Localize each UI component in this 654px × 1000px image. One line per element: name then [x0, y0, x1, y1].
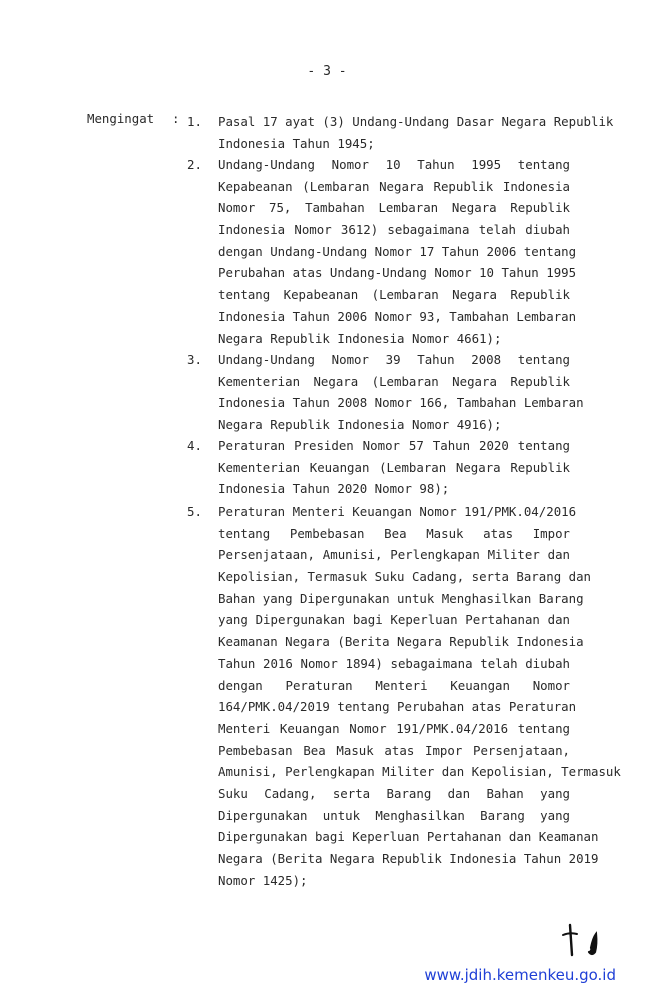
text-line: Menteri Keuangan Nomor 191/PMK.04/2016 tentang: [218, 720, 570, 736]
text-line: Kementerian Negara (Lembaran Negara Republik: [218, 373, 570, 389]
list-item-text: [218, 349, 584, 436]
text-line: Indonesia Tahun 2008 Nomor 166, Tambahan Lembaran: [218, 395, 584, 411]
text-line: Kepabeanan (Lembaran Negara Republik Indonesia: [218, 178, 570, 194]
text-line: 164/PMK.04/2019 tentang Perubahan atas Peraturan: [218, 699, 577, 715]
list-item-number: 1.: [187, 114, 202, 129]
list-item-number: 4.: [187, 438, 202, 453]
text-line: Keamanan Negara (Berita Negara Republik Indonesia: [218, 634, 584, 650]
section-colon: :: [172, 111, 180, 126]
text-line: Nomor 75, Tambahan Lembaran Negara Republik: [218, 200, 570, 216]
text-line: Persenjataan, Amunisi, Perlengkapan Militer dan: [218, 547, 570, 563]
page-number: - 3 -: [307, 64, 347, 79]
text-line: Peraturan Menteri Keuangan Nomor 191/PMK.04/2016: [218, 504, 577, 519]
text-line: tentang Pembebasan Bea Masuk atas Impor: [218, 525, 570, 541]
text-line: Kementerian Keuangan (Lembaran Negara Republik: [218, 459, 570, 475]
list-item-text: [218, 154, 577, 349]
text-line: Dipergunakan untuk Menghasilkan Barang yang: [218, 807, 570, 823]
section-label-mengingat: Mengingat: [87, 111, 155, 126]
paraf-mark: [560, 922, 610, 962]
text-line: Undang-Undang Nomor 10 Tahun 1995 tentang: [218, 157, 570, 172]
text-line: Pembebasan Bea Masuk atas Impor Persenjataan,: [218, 742, 570, 758]
text-line: Kepolisian, Termasuk Suku Cadang, serta Barang dan: [218, 569, 591, 585]
text-line: Undang-Undang Nomor 39 Tahun 2008 tentang: [218, 352, 570, 367]
text-line: Pasal 17 ayat (3) Undang-Undang Dasar Negara Republik: [218, 114, 614, 129]
text-line: Nomor 1425);: [218, 872, 308, 888]
handwritten-initials: [560, 922, 610, 966]
list-item-number: 3.: [187, 352, 202, 367]
text-line: Amunisi, Perlengkapan Militer dan Kepolisian, Termasuk: [218, 764, 621, 780]
text-line: Suku Cadang, serta Barang dan Bahan yang: [218, 785, 570, 801]
text-line: Tahun 2016 Nomor 1894) sebagaimana telah diubah: [218, 655, 570, 671]
text-line: Bahan yang Dipergunakan untuk Menghasilkan Barang: [218, 590, 584, 606]
text-line: Perubahan atas Undang-Undang Nomor 10 Tahun 1995: [218, 265, 577, 281]
text-line: dengan Undang-Undang Nomor 17 Tahun 2006 tentang: [218, 243, 577, 259]
text-line: Indonesia Tahun 2020 Nomor 98);: [218, 481, 450, 497]
text-line: yang Dipergunakan bagi Keperluan Pertahanan dan: [218, 612, 570, 628]
text-line: Negara Republik Indonesia Nomor 4916);: [218, 417, 502, 433]
list-item-number: 5.: [187, 504, 202, 519]
footer-website-url[interactable]: www.jdih.kemenkeu.go.id: [424, 966, 616, 984]
text-line: dengan Peraturan Menteri Keuangan Nomor: [218, 677, 570, 693]
text-line: Indonesia Tahun 2006 Nomor 93, Tambahan Lembaran: [218, 308, 577, 324]
text-line: Negara (Berita Negara Republik Indonesia Tahun 2019: [218, 851, 599, 866]
text-line: Dipergunakan bagi Keperluan Pertahanan dan Keamanan: [218, 829, 599, 845]
list-item-text: [218, 435, 570, 500]
text-line: Indonesia Nomor 3612) sebagaimana telah diubah: [218, 222, 570, 238]
list-item-text: [218, 501, 621, 891]
list-item-number: 2.: [187, 157, 202, 172]
list-item-text: [218, 111, 614, 154]
text-line: Negara Republik Indonesia Nomor 4661);: [218, 330, 502, 346]
text-line: Peraturan Presiden Nomor 57 Tahun 2020 tentang: [218, 438, 570, 453]
text-line: tentang Kepabeanan (Lembaran Negara Republik: [218, 287, 570, 303]
text-line: Indonesia Tahun 1945;: [218, 135, 375, 151]
